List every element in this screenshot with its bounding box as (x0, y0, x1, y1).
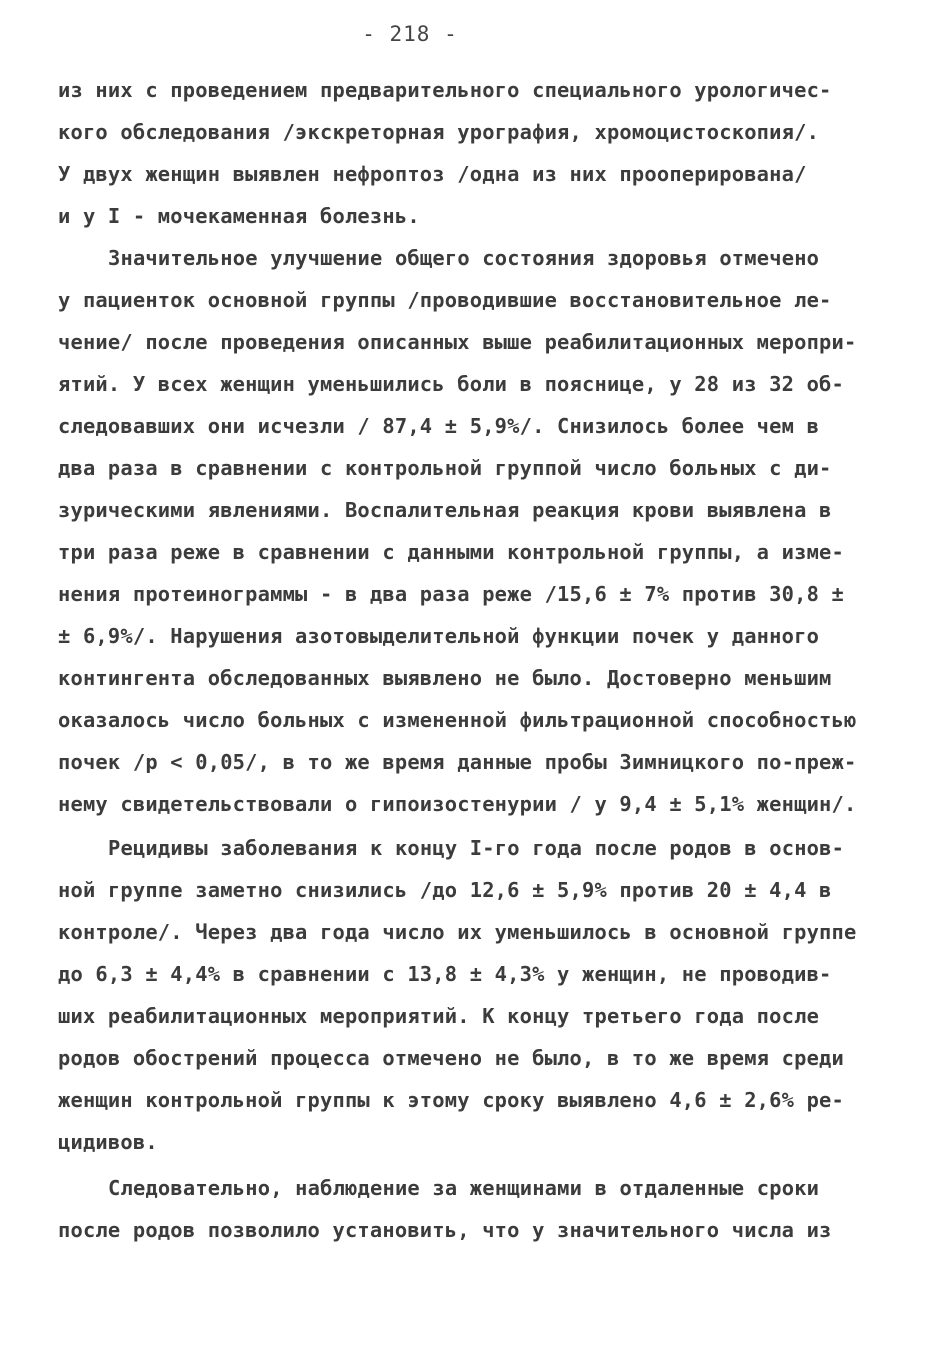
page-number: - 218 - (362, 22, 458, 46)
text-line: ной группе заметно снизились /до 12,6 ± 5,9% против 20 ± 4,4 в (58, 878, 832, 902)
text-line: у пациенток основной группы /проводившие восстановительное ле- (58, 288, 832, 312)
text-line: контингента обследованных выявлено не было. Достоверно меньшим (58, 666, 832, 690)
paragraph-first-line: Рецидивы заболевания к концу I-го года после родов в основ- (108, 836, 845, 860)
text-line: до 6,3 ± 4,4% в сравнении с 13,8 ± 4,3% у женщин, не проводив- (58, 962, 832, 986)
text-line: оказалось число больных с измененной фильтрационной способностью (58, 708, 857, 732)
text-line: родов обострений процесса отмечено не было, в то же время среди (58, 1046, 845, 1070)
text-line: из них с проведением предварительного специального урологичес- (58, 78, 832, 102)
text-line: чение/ после проведения описанных выше реабилитационных меропри- (58, 330, 857, 354)
text-line: нения протеинограммы - в два раза реже /15,6 ± 7% против 30,8 ± (58, 582, 845, 606)
paragraph-first-line: Следовательно, наблюдение за женщинами в отдаленные сроки (108, 1176, 820, 1200)
paragraph-first-line: Значительное улучшение общего состояния здоровья отмечено (108, 246, 820, 270)
text-line: ятий. У всех женщин уменьшились боли в пояснице, у 28 из 32 об- (58, 372, 845, 396)
text-line: нему свидетельствовали о гипоизостенурии / у 9,4 ± 5,1% женщин/. (58, 792, 857, 816)
text-line: ших реабилитационных мероприятий. К концу третьего года после (58, 1004, 820, 1028)
text-line: женщин контрольной группы к этому сроку выявлено 4,6 ± 2,6% ре- (58, 1088, 845, 1112)
text-line: кого обследования /экскреторная урография, хромоцистоскопия/. (58, 120, 820, 144)
text-line: цидивов. (58, 1130, 158, 1154)
text-line: следовавших они исчезли / 87,4 ± 5,9%/. Снизилось более чем в (58, 414, 820, 438)
text-line: почек /p < 0,05/, в то же время данные пробы Зимницкого по-преж- (58, 750, 857, 774)
text-line: два раза в сравнении с контрольной группой число больных с ди- (58, 456, 832, 480)
text-line: ± 6,9%/. Нарушения азотовыделительной функции почек у данного (58, 624, 820, 648)
text-line: после родов позволило установить, что у значительного числа из (58, 1218, 832, 1242)
text-line: и у I - мочекаменная болезнь. (58, 204, 420, 228)
text-line: У двух женщин выявлен нефроптоз /одна из них прооперирована/ (58, 162, 807, 186)
text-line: контроле/. Через два года число их уменьшилось в основной группе (58, 920, 857, 944)
text-line: три раза реже в сравнении с данными контрольной группы, а изме- (58, 540, 845, 564)
text-line: зурическими явлениями. Воспалительная реакция крови выявлена в (58, 498, 832, 522)
